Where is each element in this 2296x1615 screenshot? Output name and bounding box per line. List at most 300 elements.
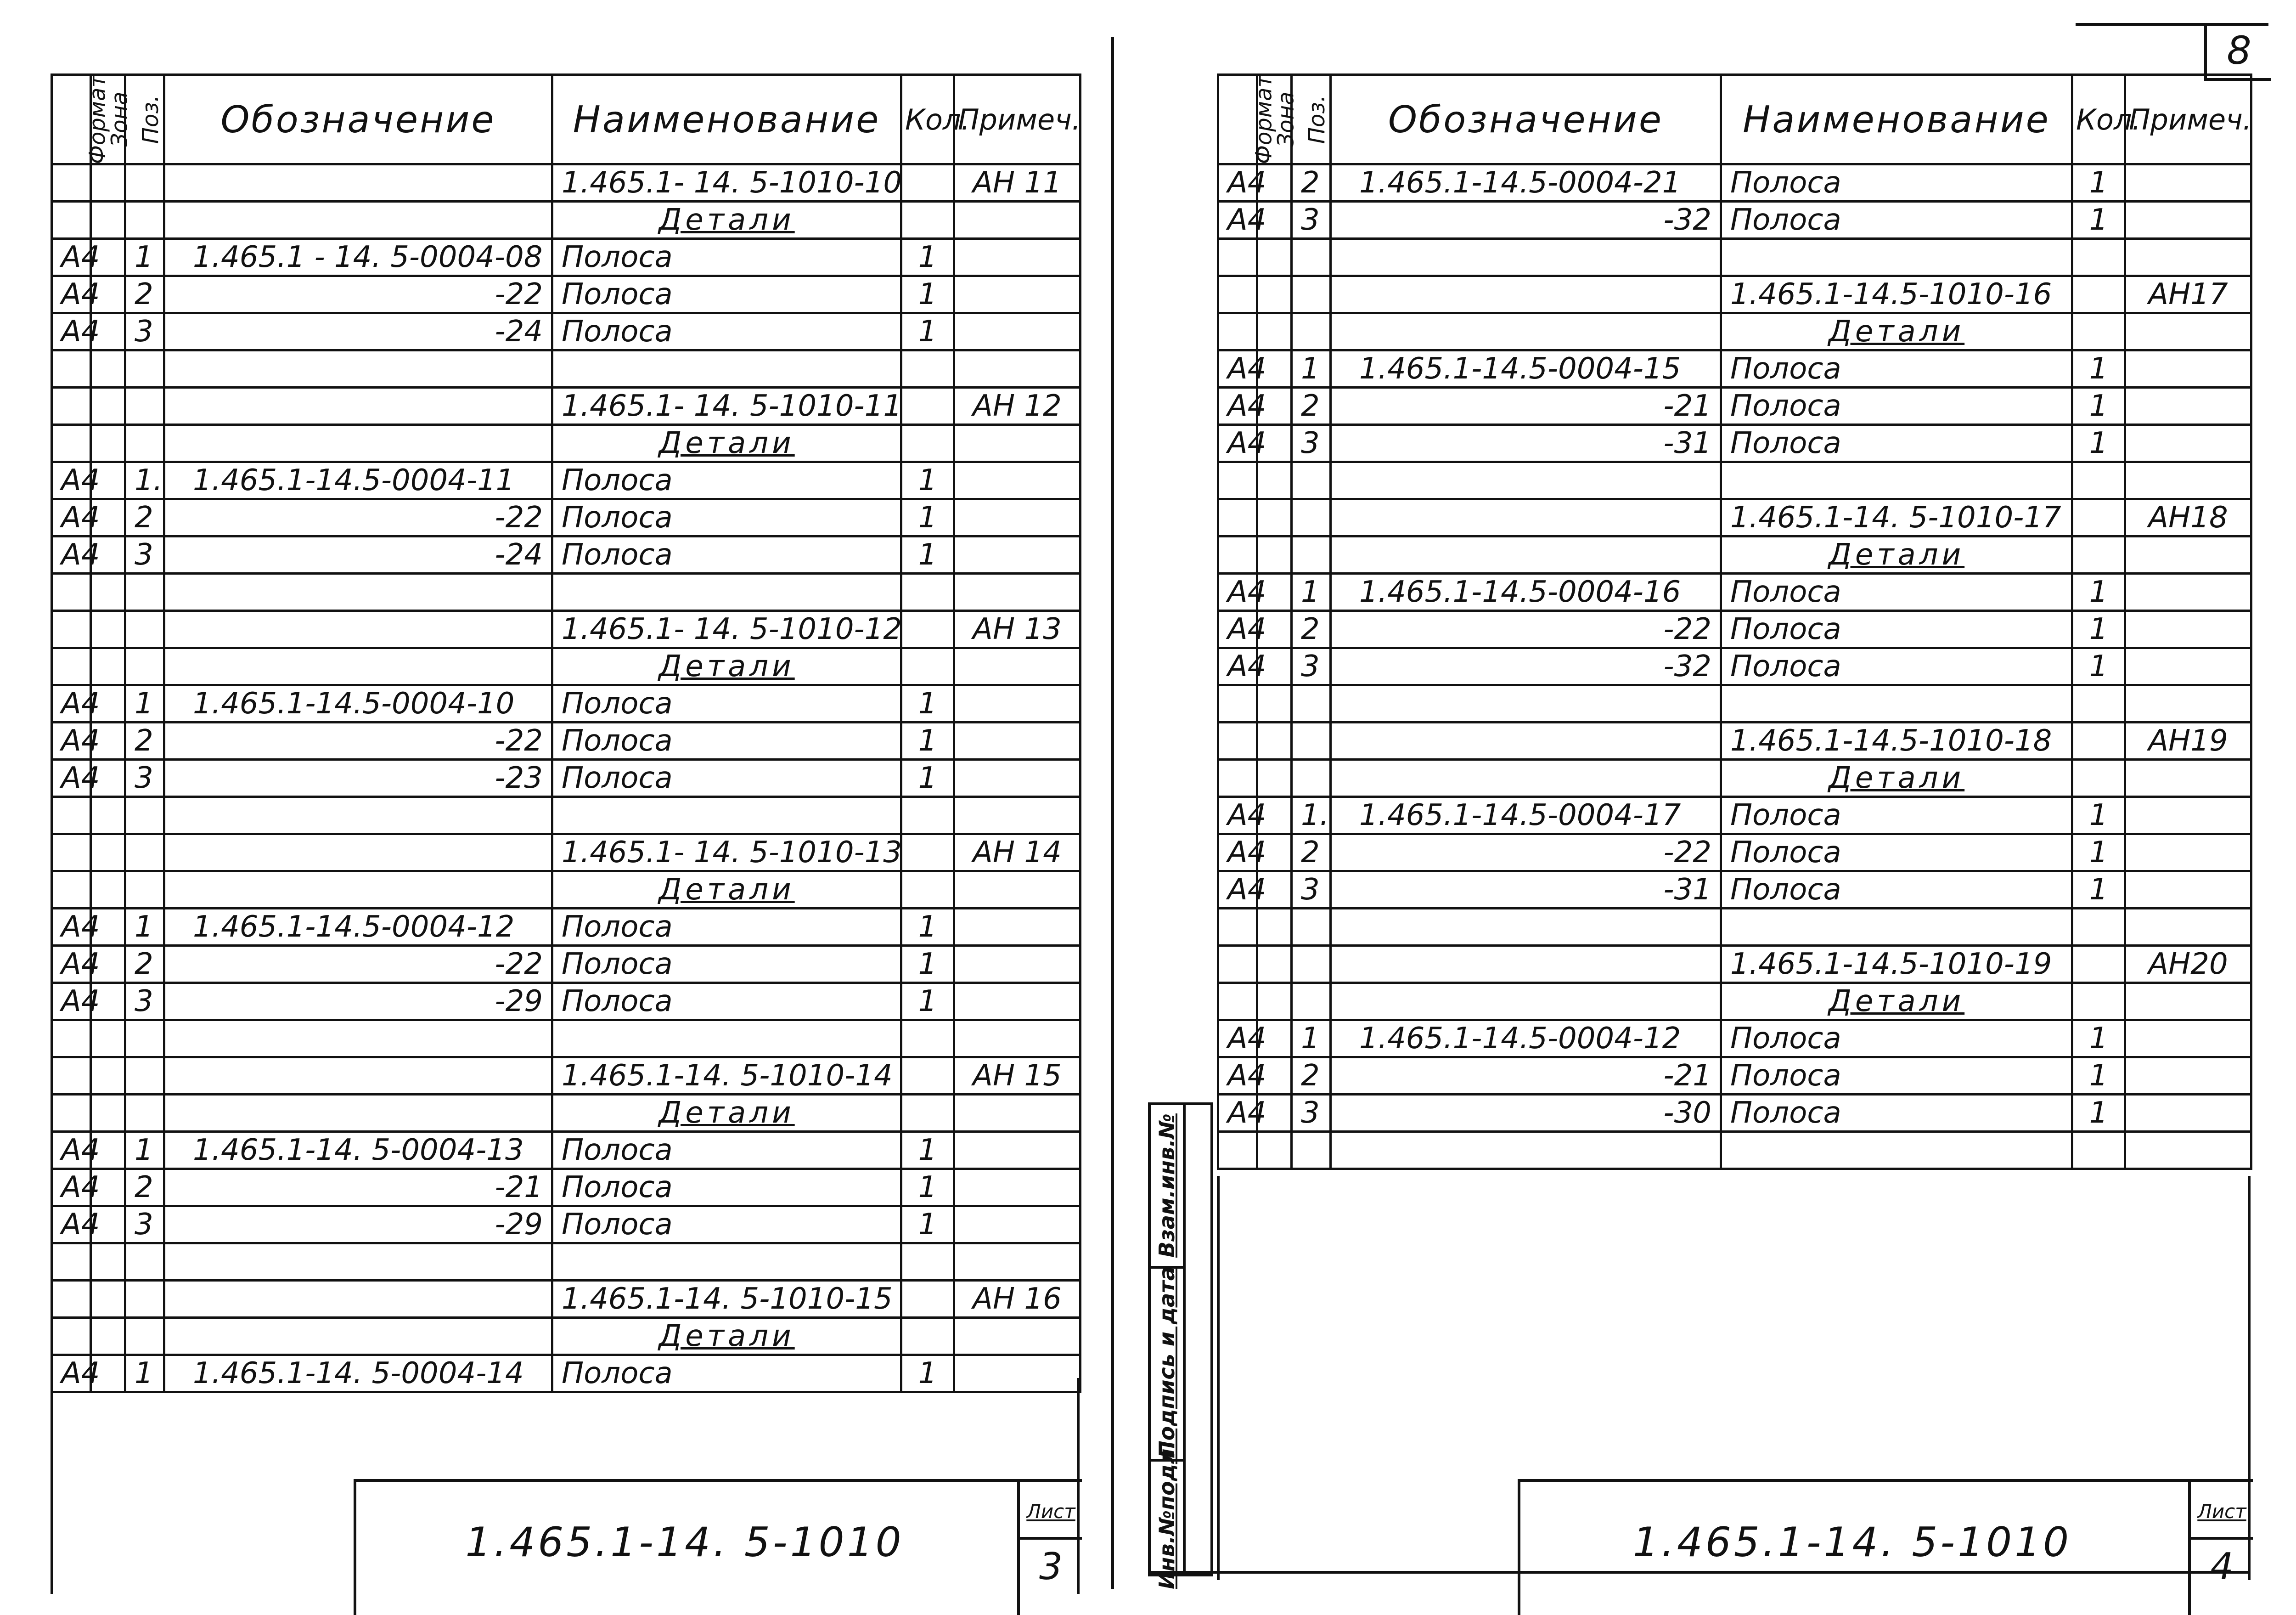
pos-cell: 2 — [125, 276, 164, 313]
header-row — [1218, 75, 2251, 164]
table-row — [52, 276, 1080, 313]
designation-cell: 1.465.1-14.5-0004-17 — [1331, 797, 1721, 834]
format-cell: А4 — [52, 723, 91, 760]
name-cell — [552, 648, 901, 685]
table-row — [52, 1206, 1080, 1243]
table-row — [52, 723, 1080, 760]
pos-cell: 3 — [1292, 425, 1331, 462]
pos-cell: 1 — [125, 239, 164, 276]
col-pos: Поз. — [125, 75, 164, 164]
qty-cell: 1 — [901, 946, 954, 983]
name-cell: Полоса — [552, 1169, 901, 1206]
zone-cell — [1257, 462, 1292, 499]
name-cell: Полоса — [552, 313, 901, 350]
table-row — [52, 536, 1080, 574]
pos-cell — [125, 1020, 164, 1057]
pos-cell: 2 — [1292, 611, 1331, 648]
designation-cell: 1.465.1-14.5-0004-10 — [164, 685, 552, 723]
zone-cell — [91, 871, 125, 909]
sheet-number: 3 — [1020, 1537, 1082, 1587]
name-cell: Полоса — [552, 499, 901, 536]
name-cell: Полоса — [552, 723, 901, 760]
qty-cell — [2072, 946, 2125, 983]
name-cell: Полоса — [1721, 350, 2072, 388]
note-cell — [954, 760, 1080, 797]
pos-cell: 2 — [125, 946, 164, 983]
name-cell: 1.465.1-14. 5-1010-17 — [1721, 499, 2072, 536]
name-cell: Полоса — [1721, 202, 2072, 239]
header-row — [52, 75, 1080, 164]
designation-cell: -22 — [1331, 834, 1721, 871]
name-cell — [552, 350, 901, 388]
note-cell — [954, 1020, 1080, 1057]
qty-cell — [2072, 909, 2125, 946]
table-row — [52, 313, 1080, 350]
name-cell: Полоса — [1721, 797, 2072, 834]
note-cell — [2125, 536, 2251, 574]
name-cell: Полоса — [552, 1355, 901, 1392]
zone-cell — [91, 1095, 125, 1132]
designation-cell: -32 — [1331, 648, 1721, 685]
name-cell: 1.465.1- 14. 5-1010-12 — [552, 611, 901, 648]
pos-cell — [1292, 313, 1331, 350]
designation-cell — [164, 1243, 552, 1281]
qty-cell: 1 — [901, 983, 954, 1020]
format-cell: А4 — [52, 1169, 91, 1206]
zone-cell — [1257, 536, 1292, 574]
zone-cell — [1257, 723, 1292, 760]
name-cell — [1721, 685, 2072, 723]
qty-cell — [2072, 1132, 2125, 1169]
qty-cell — [901, 611, 954, 648]
document-code: 1.465.1-14. 5-1010 — [465, 1519, 904, 1566]
name-cell: Полоса — [1721, 648, 2072, 685]
zone-cell — [1257, 685, 1292, 723]
format-cell — [52, 1281, 91, 1318]
spec-table-right — [1217, 73, 2252, 1170]
side-stamp — [1148, 1102, 1213, 1589]
table-row — [52, 1095, 1080, 1132]
table-row — [52, 1243, 1080, 1281]
pos-cell — [1292, 239, 1331, 276]
note-cell: АН18 — [2125, 499, 2251, 536]
pos-cell: 1 — [125, 1355, 164, 1392]
designation-cell: -23 — [164, 760, 552, 797]
table-row — [52, 760, 1080, 797]
zone-cell — [1257, 239, 1292, 276]
name-cell: Полоса — [1721, 611, 2072, 648]
format-cell: А4 — [52, 499, 91, 536]
qty-cell — [901, 1095, 954, 1132]
name-cell: Полоса — [552, 946, 901, 983]
zone-cell — [91, 1243, 125, 1281]
format-cell — [52, 388, 91, 425]
zone-cell — [91, 611, 125, 648]
qty-cell: 1 — [901, 909, 954, 946]
table-row — [1218, 1057, 2251, 1095]
name-cell — [552, 425, 901, 462]
note-cell: АН 13 — [954, 611, 1080, 648]
name-cell: 1.465.1-14.5-1010-16 — [1721, 276, 2072, 313]
format-cell — [1218, 462, 1257, 499]
name-cell: Полоса — [552, 1132, 901, 1169]
pos-cell — [125, 1318, 164, 1355]
note-cell — [954, 1318, 1080, 1355]
table-row — [1218, 276, 2251, 313]
table-row — [1218, 574, 2251, 611]
qty-cell — [2072, 723, 2125, 760]
qty-cell — [2072, 276, 2125, 313]
name-cell: 1.465.1- 14. 5-1010-11 — [552, 388, 901, 425]
table-row — [52, 1281, 1080, 1318]
qty-cell: 1 — [901, 536, 954, 574]
table-row — [1218, 1095, 2251, 1132]
format-cell — [1218, 685, 1257, 723]
qty-cell: 1 — [2072, 611, 2125, 648]
qty-cell — [901, 1281, 954, 1318]
format-cell — [1218, 983, 1257, 1020]
designation-cell — [1331, 685, 1721, 723]
pos-cell: 2 — [1292, 388, 1331, 425]
designation-cell — [1331, 760, 1721, 797]
format-cell — [52, 611, 91, 648]
format-cell — [1218, 239, 1257, 276]
table-row — [1218, 871, 2251, 909]
designation-cell: 1.465.1-14.5-0004-12 — [164, 909, 552, 946]
name-cell: Полоса — [552, 685, 901, 723]
zone-cell — [1257, 983, 1292, 1020]
zone-cell — [1257, 1132, 1292, 1169]
pos-cell: 2 — [1292, 834, 1331, 871]
designation-cell — [164, 425, 552, 462]
spec-table-left — [51, 73, 1081, 1393]
col-qty: Кол. — [901, 75, 954, 164]
col-format: Формат — [52, 75, 91, 164]
note-cell — [954, 909, 1080, 946]
format-cell — [52, 350, 91, 388]
format-cell: А4 — [1218, 574, 1257, 611]
qty-cell: 1 — [2072, 1057, 2125, 1095]
designation-cell: -22 — [1331, 611, 1721, 648]
zone-cell — [91, 164, 125, 202]
format-cell: А4 — [1218, 648, 1257, 685]
designation-cell: -30 — [1331, 1095, 1721, 1132]
designation-cell: -22 — [164, 723, 552, 760]
qty-cell: 1 — [2072, 202, 2125, 239]
qty-cell: 1 — [901, 313, 954, 350]
qty-cell — [901, 871, 954, 909]
pos-cell — [125, 871, 164, 909]
qty-cell — [901, 834, 954, 871]
frame-left-edge-right — [1217, 1176, 1220, 1580]
designation-cell: 1.465.1-14.5-0004-15 — [1331, 350, 1721, 388]
designation-cell: -29 — [164, 1206, 552, 1243]
pos-cell — [125, 202, 164, 239]
pos-cell — [125, 388, 164, 425]
qty-cell: 1 — [901, 685, 954, 723]
format-cell — [52, 1095, 91, 1132]
designation-cell — [164, 1095, 552, 1132]
pos-cell — [125, 648, 164, 685]
format-cell — [52, 574, 91, 611]
format-cell: А4 — [1218, 797, 1257, 834]
format-cell — [52, 648, 91, 685]
zone-cell — [91, 648, 125, 685]
table-row — [52, 871, 1080, 909]
format-cell — [1218, 946, 1257, 983]
table-row — [1218, 723, 2251, 760]
pos-cell: 2 — [125, 723, 164, 760]
zone-cell — [91, 1318, 125, 1355]
note-cell — [954, 797, 1080, 834]
table-row — [52, 834, 1080, 871]
section-heading: Детали — [1828, 761, 1965, 795]
qty-cell: 1 — [2072, 834, 2125, 871]
designation-cell — [164, 797, 552, 834]
section-heading: Детали — [1828, 538, 1965, 572]
pos-cell: 1 — [125, 685, 164, 723]
table-row — [1218, 202, 2251, 239]
section-heading: Детали — [658, 426, 795, 460]
designation-cell — [164, 1281, 552, 1318]
qty-cell — [901, 1020, 954, 1057]
qty-cell — [2072, 499, 2125, 536]
note-cell — [954, 946, 1080, 983]
section-heading: Детали — [658, 873, 795, 907]
table-row — [52, 1020, 1080, 1057]
name-cell: 1.465.1-14. 5-1010-15 — [552, 1281, 901, 1318]
name-cell: Полоса — [552, 1206, 901, 1243]
format-cell — [1218, 313, 1257, 350]
table-row — [52, 611, 1080, 648]
format-cell: А4 — [52, 536, 91, 574]
sheet-label: Лист — [1026, 1500, 1075, 1523]
col-qty: Кол. — [2072, 75, 2125, 164]
format-cell: А4 — [1218, 1057, 1257, 1095]
pos-cell — [1292, 536, 1331, 574]
note-cell — [954, 871, 1080, 909]
pos-cell: 3 — [1292, 871, 1331, 909]
note-cell: АН 15 — [954, 1057, 1080, 1095]
format-cell — [52, 1020, 91, 1057]
zone-cell — [91, 425, 125, 462]
table-row — [52, 909, 1080, 946]
col-zone: Зона — [1257, 75, 1292, 164]
col-format: Формат — [1218, 75, 1257, 164]
format-cell — [52, 1057, 91, 1095]
table-row — [52, 388, 1080, 425]
qty-cell — [2072, 239, 2125, 276]
name-cell — [1721, 462, 2072, 499]
table-row — [1218, 834, 2251, 871]
qty-cell: 1 — [2072, 1095, 2125, 1132]
name-cell: Полоса — [1721, 834, 2072, 871]
col-name: Наименование — [1721, 75, 2072, 164]
qty-cell: 1 — [2072, 425, 2125, 462]
note-cell — [954, 648, 1080, 685]
qty-cell: 1 — [2072, 871, 2125, 909]
pos-cell: 3 — [1292, 202, 1331, 239]
name-cell: 1.465.1- 14. 5-1010-13 — [552, 834, 901, 871]
designation-cell — [1331, 946, 1721, 983]
designation-cell: -21 — [1331, 388, 1721, 425]
frame-left-edge — [51, 1378, 53, 1594]
format-cell: А4 — [1218, 1095, 1257, 1132]
format-cell: А4 — [1218, 350, 1257, 388]
zone-cell — [91, 350, 125, 388]
qty-cell: 1 — [901, 462, 954, 499]
designation-cell — [164, 1057, 552, 1095]
pos-cell: 2 — [1292, 1057, 1331, 1095]
format-cell: А4 — [52, 1355, 91, 1392]
zone-cell — [1257, 760, 1292, 797]
table-row — [1218, 499, 2251, 536]
name-cell — [1721, 1132, 2072, 1169]
note-cell — [2125, 834, 2251, 871]
pos-cell — [1292, 909, 1331, 946]
qty-cell — [2072, 685, 2125, 723]
note-cell — [954, 536, 1080, 574]
designation-cell: 1.465.1-14.5-0004-16 — [1331, 574, 1721, 611]
qty-cell: 1 — [2072, 574, 2125, 611]
designation-cell — [1331, 536, 1721, 574]
table-row — [52, 425, 1080, 462]
sheet-box — [2188, 1482, 2253, 1615]
note-cell — [2125, 648, 2251, 685]
rows-right — [1218, 164, 2251, 1169]
designation-cell: -31 — [1331, 871, 1721, 909]
table-row — [52, 202, 1080, 239]
format-cell: А4 — [52, 760, 91, 797]
note-cell — [2125, 239, 2251, 276]
qty-cell — [901, 202, 954, 239]
note-cell — [954, 350, 1080, 388]
designation-cell — [1331, 909, 1721, 946]
col-note: Примеч. — [954, 75, 1080, 164]
note-cell — [2125, 1095, 2251, 1132]
name-cell: 1.465.1-14.5-1010-18 — [1721, 723, 2072, 760]
name-cell — [552, 574, 901, 611]
sheet-divider — [1111, 37, 1114, 1589]
name-cell — [552, 1318, 901, 1355]
qty-cell — [901, 388, 954, 425]
table-row — [1218, 611, 2251, 648]
pos-cell: 2 — [125, 1169, 164, 1206]
name-cell — [1721, 536, 2072, 574]
designation-cell — [1331, 462, 1721, 499]
sheet-label: Лист — [2197, 1500, 2246, 1523]
note-cell — [954, 983, 1080, 1020]
table-row — [52, 685, 1080, 723]
table-row — [1218, 797, 2251, 834]
title-block-right — [1518, 1479, 2253, 1615]
pos-cell — [125, 834, 164, 871]
table-row — [52, 1318, 1080, 1355]
pos-cell — [1292, 983, 1331, 1020]
name-cell — [552, 1243, 901, 1281]
table-row — [1218, 388, 2251, 425]
table-row — [1218, 946, 2251, 983]
pos-cell — [1292, 462, 1331, 499]
table-row — [52, 499, 1080, 536]
pos-cell: 3 — [125, 983, 164, 1020]
pos-cell: 1. — [1292, 797, 1331, 834]
document-code: 1.465.1-14. 5-1010 — [1632, 1519, 2072, 1566]
table-row — [1218, 1132, 2251, 1169]
note-cell — [954, 462, 1080, 499]
format-cell: А4 — [1218, 164, 1257, 202]
note-cell — [2125, 1057, 2251, 1095]
designation-cell — [1331, 313, 1721, 350]
format-cell: А4 — [1218, 388, 1257, 425]
table-row — [52, 164, 1080, 202]
qty-cell — [2072, 536, 2125, 574]
qty-cell: 1 — [901, 1132, 954, 1169]
qty-cell: 1 — [2072, 388, 2125, 425]
format-cell — [52, 834, 91, 871]
name-cell: Полоса — [1721, 425, 2072, 462]
note-cell — [954, 574, 1080, 611]
table-row — [1218, 462, 2251, 499]
designation-cell: -24 — [164, 313, 552, 350]
table-row — [1218, 1020, 2251, 1057]
designation-cell — [1331, 983, 1721, 1020]
table-row — [1218, 983, 2251, 1020]
table-row — [52, 1355, 1080, 1392]
note-cell — [2125, 350, 2251, 388]
format-cell: А4 — [1218, 425, 1257, 462]
qty-cell — [2072, 313, 2125, 350]
designation-cell: 1.465.1-14. 5-0004-14 — [164, 1355, 552, 1392]
note-cell — [2125, 313, 2251, 350]
note-cell — [954, 1243, 1080, 1281]
name-cell — [552, 1095, 901, 1132]
sheet-left — [0, 0, 1120, 1611]
qty-cell: 1 — [2072, 1020, 2125, 1057]
format-cell — [1218, 1132, 1257, 1169]
section-heading: Детали — [658, 203, 795, 237]
format-cell: А4 — [52, 946, 91, 983]
stamp-inv-orig: Инв.№подл. — [1151, 1459, 1186, 1571]
table-row — [1218, 425, 2251, 462]
designation-cell — [164, 611, 552, 648]
page-number: 8 — [2204, 23, 2271, 81]
table-row — [1218, 164, 2251, 202]
zone-cell — [1257, 909, 1292, 946]
format-cell — [1218, 760, 1257, 797]
designation-cell: 1.465.1-14.5-0004-11 — [164, 462, 552, 499]
note-cell — [2125, 425, 2251, 462]
qty-cell — [2072, 983, 2125, 1020]
zone-cell — [91, 1020, 125, 1057]
qty-cell: 1 — [2072, 164, 2125, 202]
name-cell: Полоса — [552, 909, 901, 946]
pos-cell: 1. — [125, 462, 164, 499]
pos-cell — [1292, 760, 1331, 797]
zone-cell — [91, 834, 125, 871]
zone-cell — [91, 1057, 125, 1095]
pos-cell: 3 — [125, 536, 164, 574]
designation-cell — [1331, 499, 1721, 536]
format-cell: А4 — [1218, 1020, 1257, 1057]
note-cell — [954, 313, 1080, 350]
zone-cell — [91, 202, 125, 239]
note-cell: АН 16 — [954, 1281, 1080, 1318]
name-cell: Полоса — [552, 276, 901, 313]
note-cell — [954, 1206, 1080, 1243]
name-cell — [552, 871, 901, 909]
note-cell — [2125, 685, 2251, 723]
